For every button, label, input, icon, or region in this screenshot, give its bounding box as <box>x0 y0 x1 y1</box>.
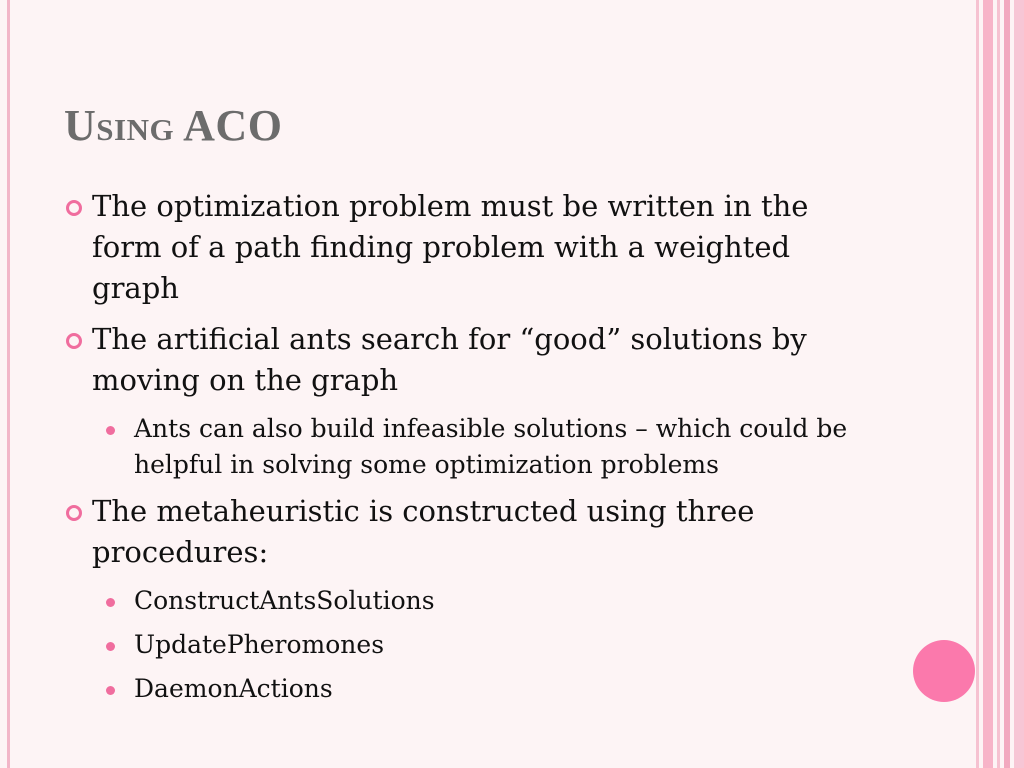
slide-title: Using ACO <box>64 101 283 150</box>
dot-bullet-icon <box>106 686 115 695</box>
sub-bullet-item <box>56 627 876 663</box>
sub-bullet-item <box>56 411 876 483</box>
pink-circle-decoration <box>913 640 975 702</box>
dot-bullet-icon <box>106 598 115 607</box>
stripe <box>976 0 979 768</box>
stripe <box>997 0 1000 768</box>
slide-body <box>56 186 876 715</box>
bullet-text: The optimization problem must be written in the form of a path finding problem with a weighted graph <box>92 189 809 305</box>
bullet-text: The metaheuristic is constructed using three procedures: <box>92 494 755 569</box>
ring-bullet-icon <box>66 200 82 216</box>
sub-bullet-list <box>56 411 876 483</box>
sub-bullet-text: Ants can also build infeasible solutions – which could be helpful in solving some optimization problems <box>134 414 848 479</box>
bullet-item <box>56 319 876 401</box>
sub-bullet-text: ConstructAntsSolutions <box>134 586 435 615</box>
stripe <box>1004 0 1010 768</box>
bullet-text: The artificial ants search for “good” solutions by moving on the graph <box>92 322 807 397</box>
ring-bullet-icon <box>66 505 82 521</box>
bullet-item <box>56 186 876 309</box>
sub-bullet-item <box>56 671 876 707</box>
bullet-item <box>56 491 876 573</box>
ring-bullet-icon <box>66 333 82 349</box>
sub-bullet-list <box>56 583 876 707</box>
sub-bullet-text: DaemonActions <box>134 674 333 703</box>
dot-bullet-icon <box>106 426 115 435</box>
stripe <box>1014 0 1024 768</box>
sub-bullet-item <box>56 583 876 619</box>
stripe <box>983 0 993 768</box>
sub-bullet-text: UpdatePheromones <box>134 630 385 659</box>
dot-bullet-icon <box>106 642 115 651</box>
left-border-rule <box>7 0 10 768</box>
right-stripe-decoration <box>976 0 1024 768</box>
